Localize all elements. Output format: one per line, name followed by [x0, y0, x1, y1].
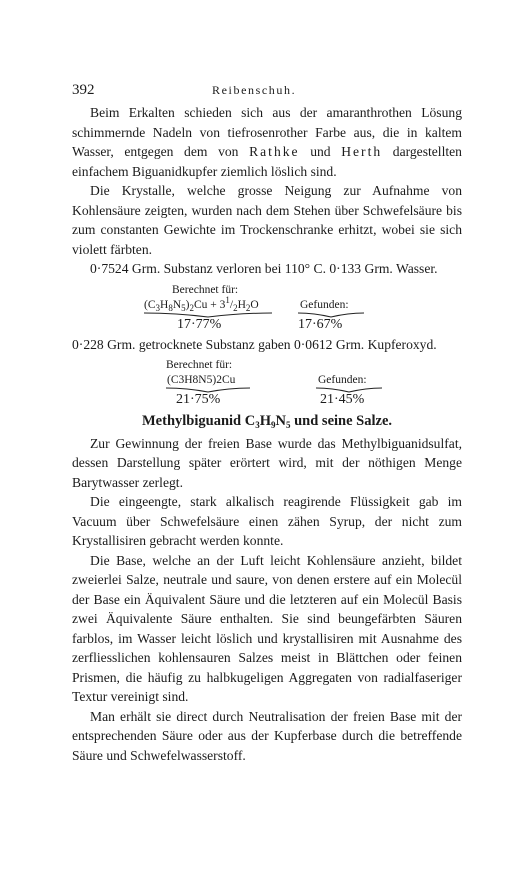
value-calculated: 17·77% — [177, 316, 222, 332]
value-calculated: 21·75% — [176, 392, 221, 407]
paragraph-8: Man erhält sie direct durch Neutralisation der freien Base mit der entsprechenden Säure oder aus der Kupferbase durch die betreffende Säure und Schwefelwasserstoff. — [72, 708, 462, 763]
page-header — [72, 82, 462, 100]
paragraph-3: 0·7524 Grm. Substanz verloren bei 110° C. 0·133 Grm. Wasser. — [90, 261, 438, 276]
word-und: und — [310, 144, 331, 159]
paragraph-1 — [72, 103, 462, 181]
page-body — [72, 103, 462, 765]
section-title: Methylbiguanid $C_3H_9N_5$ und seine Salze. — [142, 413, 392, 430]
author-herth: Herth — [341, 144, 383, 159]
paragraph-1-text: Beim Erkalten schieden sich aus der amaranthrothen Lösung schimmernde Nadeln von tiefrosenrother Farbe aus, die in kaltem Wasser, entgegen dem von — [72, 105, 462, 159]
paragraph-6: Die eingeengte, stark alkalisch reagirende Flüssigkeit gab im Vacuum über Schwefelsäure einen zähen Syrup, der nicht zum Krystallisiren gebracht werden konnte. — [72, 494, 462, 548]
value-found: 21·45% — [320, 392, 365, 407]
found-label: Gefunden: — [300, 298, 349, 311]
paragraph-7: Die Base, welche an der Luft leicht Kohlensäure anzieht, bildet zweierlei Salze, neutrale und saure, von denen erstere auf ein Molecül der Base ein Äquivalent Säure und die letzteren auf ein Molecül Basis zwei Äquivalente Säure enthalten. Sie sind beungefärbten Säuren farblos, im Wasser leicht löslich und krystallisiren mit Ausnahme des zerfliesslichen kohlensauren Salzes meist in Blättchen oder feinen Prismen, die häufig zu halbkugeligen Aggregaten von radialfaseriger Textur vereinigt sind. — [72, 552, 462, 704]
value-found: 17·67% — [298, 316, 343, 332]
calculated-for-label: Berechnet für: — [166, 359, 233, 371]
found-label: Gefunden: — [318, 374, 367, 386]
formula-hydrate: $(C_3H_8N_5)_2Cu + 3^1/_2H_2O$ — [144, 294, 259, 313]
calculation-block-2 — [72, 356, 462, 408]
page-number: 392 — [72, 82, 95, 98]
author-rathke: Rathke — [249, 144, 300, 159]
calculation-block-1 — [72, 281, 462, 333]
paragraph-4: 0·228 Grm. getrocknete Substanz gaben 0·0612 Grm. Kupferoxyd. — [72, 336, 437, 352]
running-head: Reibenschuh. — [212, 83, 297, 97]
paragraph-5: Zur Gewinnung der freien Base wurde das Methylbiguanidsulfat, dessen Darstellung später erörtert wird, mit der nöthigen Menge Barytwasser zerlegt. — [72, 435, 462, 490]
formula-anhydrous: (C3H8N5)2Cu — [167, 374, 236, 386]
calculated-for-label: Berechnet für: — [172, 283, 239, 296]
paragraph-2: Die Krystalle, welche grosse Neigung zur Aufnahme von Kohlensäure zeigten, wurden nach dem Stehen über Schwefelsäure bis zum constanten Gewichte im Trockenschranke erhitzt, wobei sie sich violett färbten. — [72, 183, 462, 257]
paragraph-1-end: dargestellten einfachem Biguanidkupfer ziemlich löslich sind. — [72, 144, 462, 179]
